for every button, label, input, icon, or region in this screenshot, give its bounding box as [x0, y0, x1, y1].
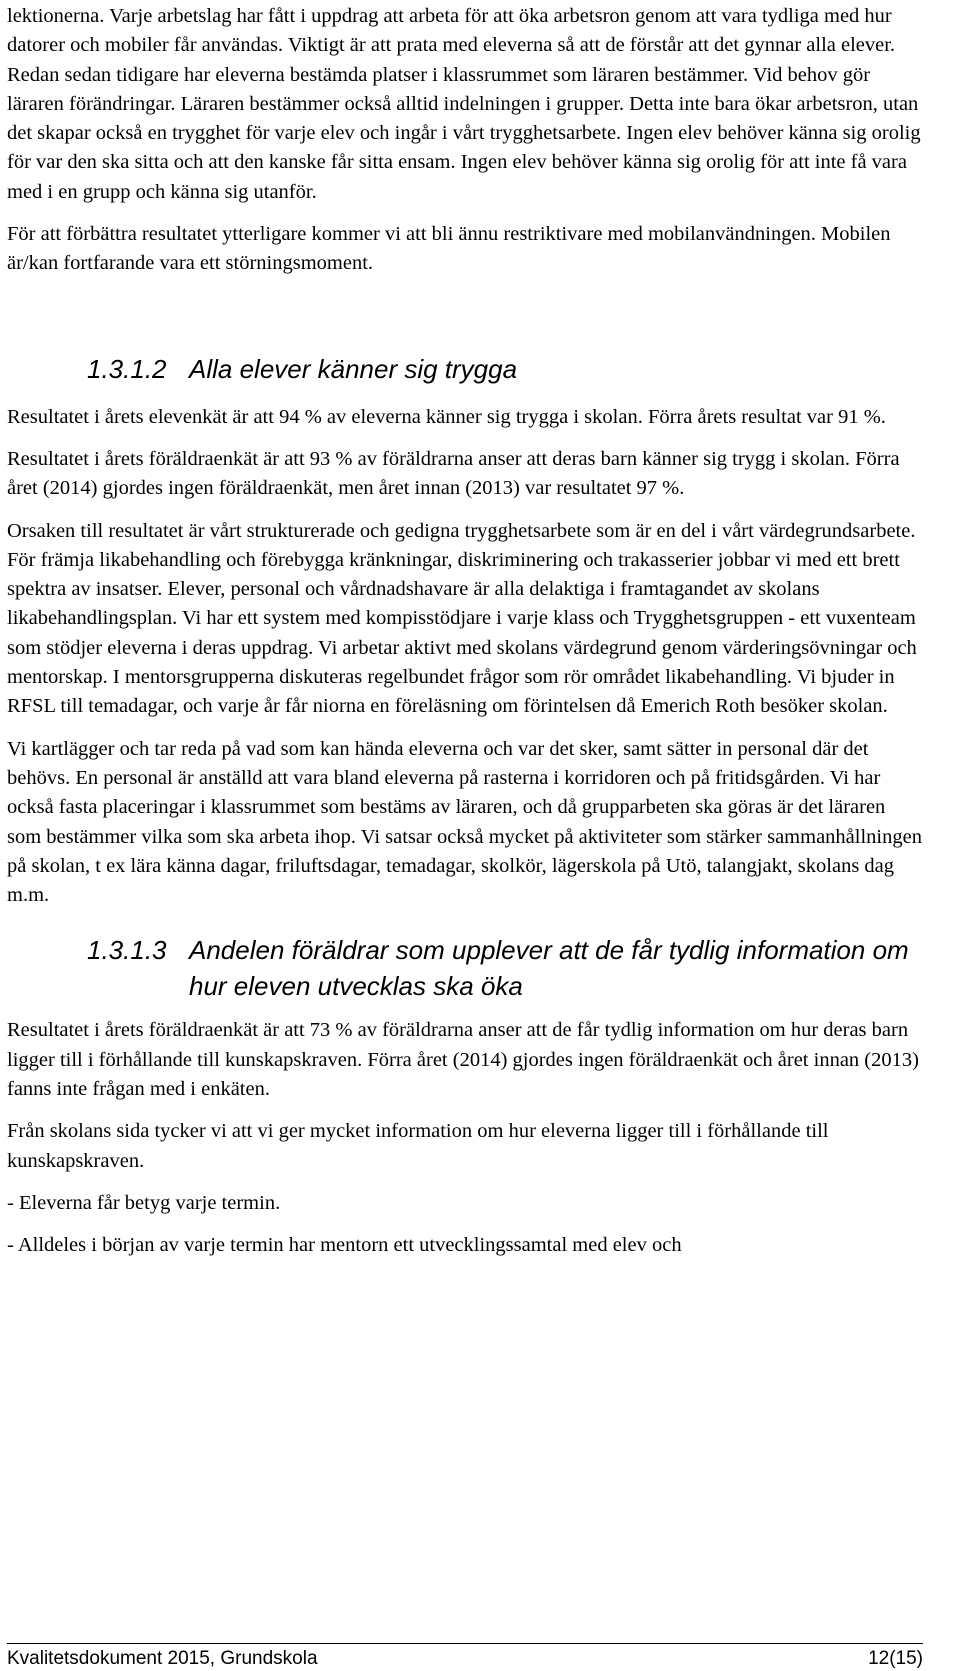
intro-paragraph-1: lektionerna. Varje arbetslag har fått i uppdrag att arbeta för att öka arbetsron genom att vara tydliga med hur datorer och mobiler får användas. Viktigt är att prata med eleverna så att de förstår att det gynnar alla elever. Redan sedan tidigare har eleverna bestämda platser i klassrummet som läraren bestämmer. Vid behov gör läraren förändringar. Läraren bestämmer också alltid indelningen i grupper. Detta inte bara ökar arbetsron, utan det skapar också en trygghet för varje elev och ingår i vårt trygghetsarbete. Ingen elev behöver känna sig orolig för var den ska sitta och att den kanske får sitta ensam. Ingen elev behöver känna sig orolig för att inte få vara med i en grupp och känna sig utanför.: [7, 5, 921, 203]
section-heading-1312: [7, 351, 923, 387]
footer-page-number: 12(15): [868, 1648, 923, 1669]
section-1313-paragraph-1: Resultatet i årets föräldraenkät är att 73 % av föräldrarna anser att de får tydlig information om hur deras barn ligger till i förhållande till kunskapskraven. Förra året (2014) gjordes ingen föräldraenkät och året innan (2013) fanns inte frågan med i enkäten.: [7, 1019, 919, 1101]
section-1313-paragraph-2: Från skolans sida tycker vi att vi ger mycket information om hur eleverna ligger till i förhållande till kunskapskraven.: [7, 1120, 829, 1172]
section-1313-list-item-1: - Eleverna får betyg varje termin.: [7, 1191, 281, 1214]
section-1312-paragraph-3: Orsaken till resultatet är vårt strukturerade och gedigna trygghetsarbete som är en del i vårt värdegrundsarbete. För främja likabehandling och förebygga kränkningar, diskriminering och trakasserier jobbar vi med ett brett spektra av insatser. Elever, personal och vårdnadshavare är alla delaktiga i framtagandet av skolans likabehandlingsplan. Vi har ett system med kompisstödjare i varje klass och Trygghetsgruppen - ett vuxenteam som stödjer eleverna i deras uppdrag. Vi arbetar aktivt med skolans värdegrund genom värderingsövningar och mentorskap. I mentorsgrupperna diskuteras regelbundet frågor som rör området likabehandling. Vi bjuder in RFSL till temadagar, och varje år får niorna en föreläsning om förintelsen då Emerich Roth besöker skolan.: [7, 519, 917, 718]
document-page: [7, 2, 923, 1261]
footer-document-title: Kvalitetsdokument 2015, Grundskola: [7, 1648, 318, 1669]
section-title: Alla elever känner sig trygga: [189, 353, 518, 384]
section-number: 1.3.1.3: [87, 935, 167, 966]
section-title: Andelen föräldrar som upplever att de får tydlig information om hur eleven utvecklas ska öka: [189, 935, 909, 1002]
section-number: 1.3.1.2: [87, 353, 167, 384]
page-footer: [7, 1643, 923, 1671]
section-1313-list-item-2: - Alldeles i början av varje termin har mentorn ett utvecklingssamtal med elev och: [7, 1234, 682, 1257]
section-1312-paragraph-1: Resultatet i årets elevenkät är att 94 % av eleverna känner sig trygga i skolan. Förra årets resultat var 91 %.: [7, 405, 886, 428]
section-1312-paragraph-4: Vi kartlägger och tar reda på vad som kan hända eleverna och var det sker, samt sätter in personal där det behövs. En personal är anställd att vara bland eleverna på rasterna i korridoren och på fritidsgården. Vi har också fasta placeringar i klassrummet som bestäms av läraren, och då grupparbeten ska göras är det läraren som bestämmer vilka som ska arbeta ihop. Vi satsar också mycket på aktiviteter som stärker sammanhållningen på skolan, t ex lära känna dagar, friluftsdagar, temadagar, skolkör, lägerskola på Utö, talangjakt, skolans dag m.m.: [7, 737, 922, 907]
section-heading-1313: [7, 932, 923, 1004]
section-1312-paragraph-2: Resultatet i årets föräldraenkät är att 93 % av föräldrarna anser att deras barn känner sig trygg i skolan. Förra året (2014) gjordes ingen föräldraenkät, men året innan (2013) var resultatet 97 %.: [7, 447, 900, 500]
intro-paragraph-2: För att förbättra resultatet ytterligare kommer vi att bli ännu restriktivare med mobilanvändningen. Mobilen är/kan fortfarande vara ett störningsmoment.: [7, 223, 891, 275]
